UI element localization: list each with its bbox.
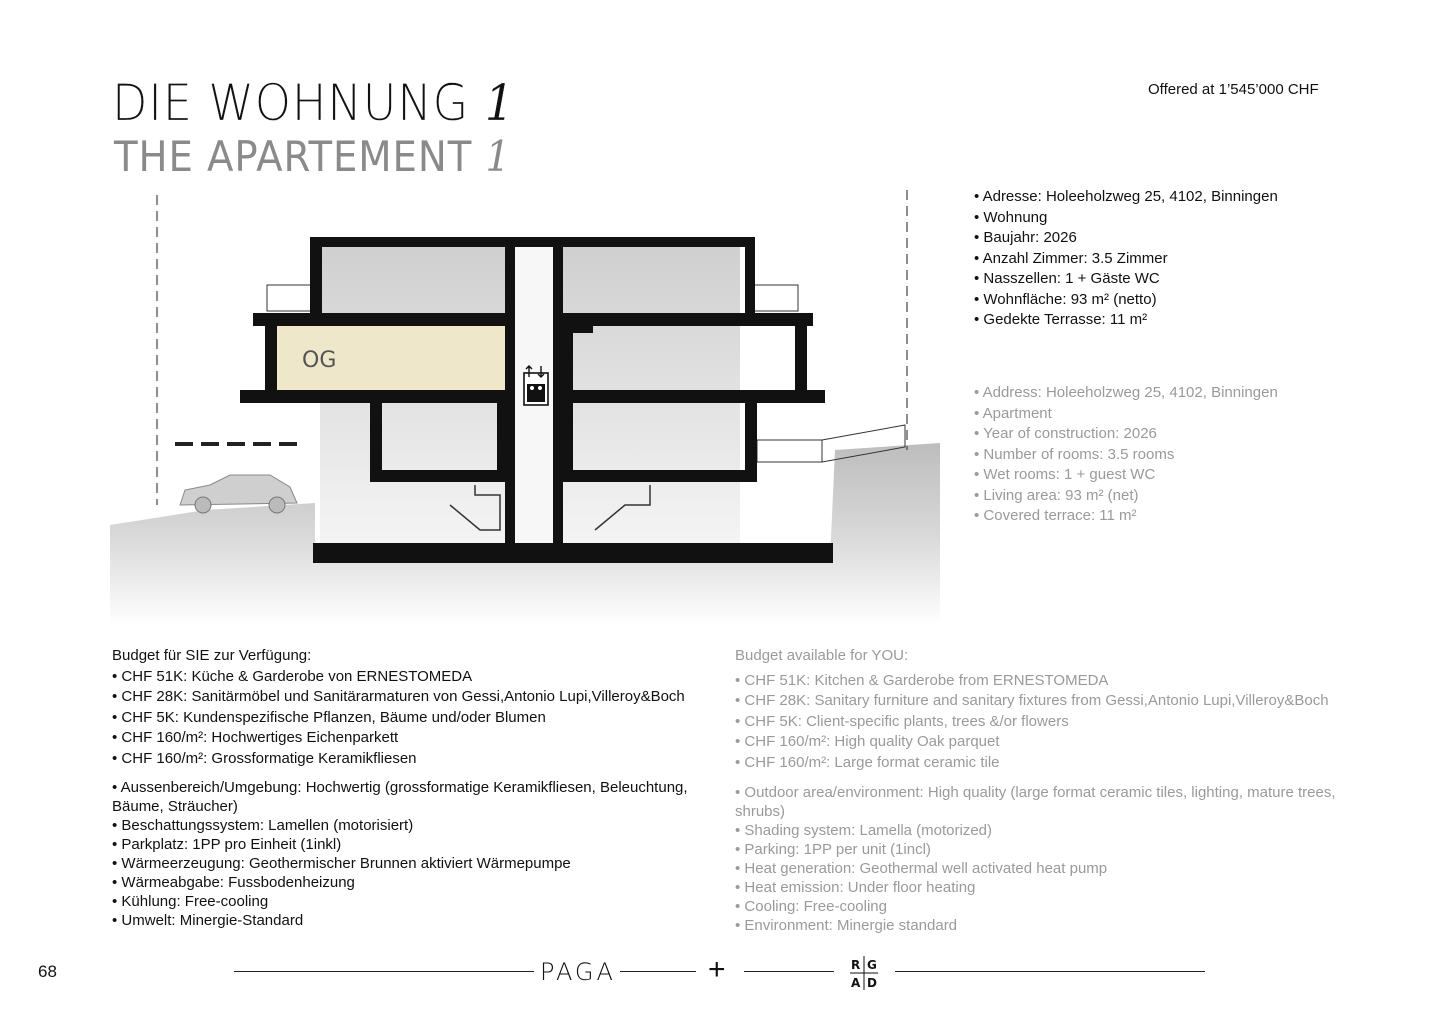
feature-item: • Heat emission: Under floor heating [735,878,1345,897]
rgad-logo [848,956,880,990]
car-icon [180,475,297,513]
logo-letter-a: A [851,976,861,990]
fact-item: • Baujahr: 2026 [974,228,1278,249]
footer-divider [744,971,834,972]
budget-item: • CHF 160/m²: Grossformatige Keramikfliesen [112,749,712,770]
footer-divider [234,971,534,972]
feature-item: • Parkplatz: 1PP pro Einheit (1inkl) [112,835,712,854]
fact-item: • Covered terrace: 11 m² [974,506,1278,527]
feature-item: • Kühlung: Free-cooling [112,892,712,911]
logo-letter-d: D [867,976,877,990]
budget-item: • CHF 160/m²: Hochwertiges Eichenparkett [112,728,712,749]
footer-divider [620,971,696,972]
title-en-text: THE APARTEMENT [114,132,473,181]
logo-letter-g: G [867,958,877,972]
fact-item: • Living area: 93 m² (net) [974,486,1278,507]
feature-item: • Aussenbereich/Umgebung: Hochwertig (grossformatige Keramikfliesen, Beleuchtung, Bäume, Sträucher) [112,778,712,816]
logo-letter-r: R [851,958,861,972]
title-de-text: DIE WOHNUNG [112,74,470,132]
feature-item: • Beschattungssystem: Lamellen (motorisiert) [112,816,712,835]
budget-heading: Budget available for YOU: [735,647,909,664]
feature-item: • Parking: 1PP per unit (1incl) [735,840,1345,859]
budget-item: • CHF 5K: Kundenspezifische Pflanzen, Bäume und/oder Blumen [112,708,712,729]
budget-section-en [735,646,1345,773]
page-number: 68 [38,962,57,981]
fact-item: • Address: Holeeholzweg 25, 4102, Binningen [974,383,1278,404]
feature-item: • Cooling: Free-cooling [735,897,1345,916]
title-en-number: 1 [485,132,511,181]
fact-item: • Year of construction: 2026 [974,424,1278,445]
budget-item: • CHF 160/m²: High quality Oak parquet [735,732,1345,753]
fact-item: • Gedekte Terrasse: 11 m² [974,310,1278,331]
brand-logo-paga: PAGA [540,958,616,986]
budget-item: • CHF 51K: Küche & Garderobe von ERNESTOMEDA [112,667,712,688]
fact-item: • Number of rooms: 3.5 rooms [974,445,1278,466]
floor-label-og: OG [302,348,337,373]
fact-item: • Wohnfläche: 93 m² (netto) [974,290,1278,311]
budget-item: • CHF 160/m²: Large format ceramic tile [735,753,1345,774]
feature-item: • Wärmeerzeugung: Geothermischer Brunnen aktiviert Wärmepumpe [112,854,712,873]
title-de-number: 1 [484,74,515,132]
page-subtitle [114,132,511,181]
feature-item: • Shading system: Lamella (motorized) [735,821,1345,840]
fact-item: • Nasszellen: 1 + Gäste WC [974,269,1278,290]
offer-price: Offered at 1’545’000 CHF [1148,81,1319,98]
budget-heading: Budget für SIE zur Verfügung: [112,647,312,664]
feature-item: • Wärmeabgabe: Fussbodenheizung [112,873,712,892]
fact-item: • Wohnung [974,208,1278,229]
feature-item: • Umwelt: Minergie-Standard [112,911,712,930]
feature-item: • Heat generation: Geothermal well activated heat pump [735,859,1345,878]
fact-item: • Apartment [974,404,1278,425]
feature-item: • Outdoor area/environment: High quality (large format ceramic tiles, lighting, mature trees, shrubs) [735,783,1345,821]
fact-item: • Anzahl Zimmer: 3.5 Zimmer [974,249,1278,270]
features-section-en [735,783,1345,935]
budget-item: • CHF 5K: Client-specific plants, trees &/or flowers [735,712,1345,733]
budget-item: • CHF 28K: Sanitärmöbel und Sanitärarmaturen von Gessi,Antonio Lupi,Villeroy&Boch [112,687,712,708]
page-title [112,74,515,132]
fact-item: • Adresse: Holeeholzweg 25, 4102, Binningen [974,187,1278,208]
facts-list-de [974,187,1278,331]
budget-item: • CHF 51K: Kitchen & Garderobe from ERNESTOMEDA [735,671,1345,692]
budget-section-de [112,646,712,769]
fact-item: • Wet rooms: 1 + guest WC [974,465,1278,486]
plus-sign: + [708,953,726,986]
facts-list-en [974,383,1278,527]
building-section-drawing [105,185,945,625]
carport-roof [175,442,297,446]
feature-item: • Environment: Minergie standard [735,916,1345,935]
budget-item: • CHF 28K: Sanitary furniture and sanitary fixtures from Gessi,Antonio Lupi,Villeroy&Boch [735,691,1345,712]
features-section-de [112,778,712,930]
footer-divider [895,971,1205,972]
